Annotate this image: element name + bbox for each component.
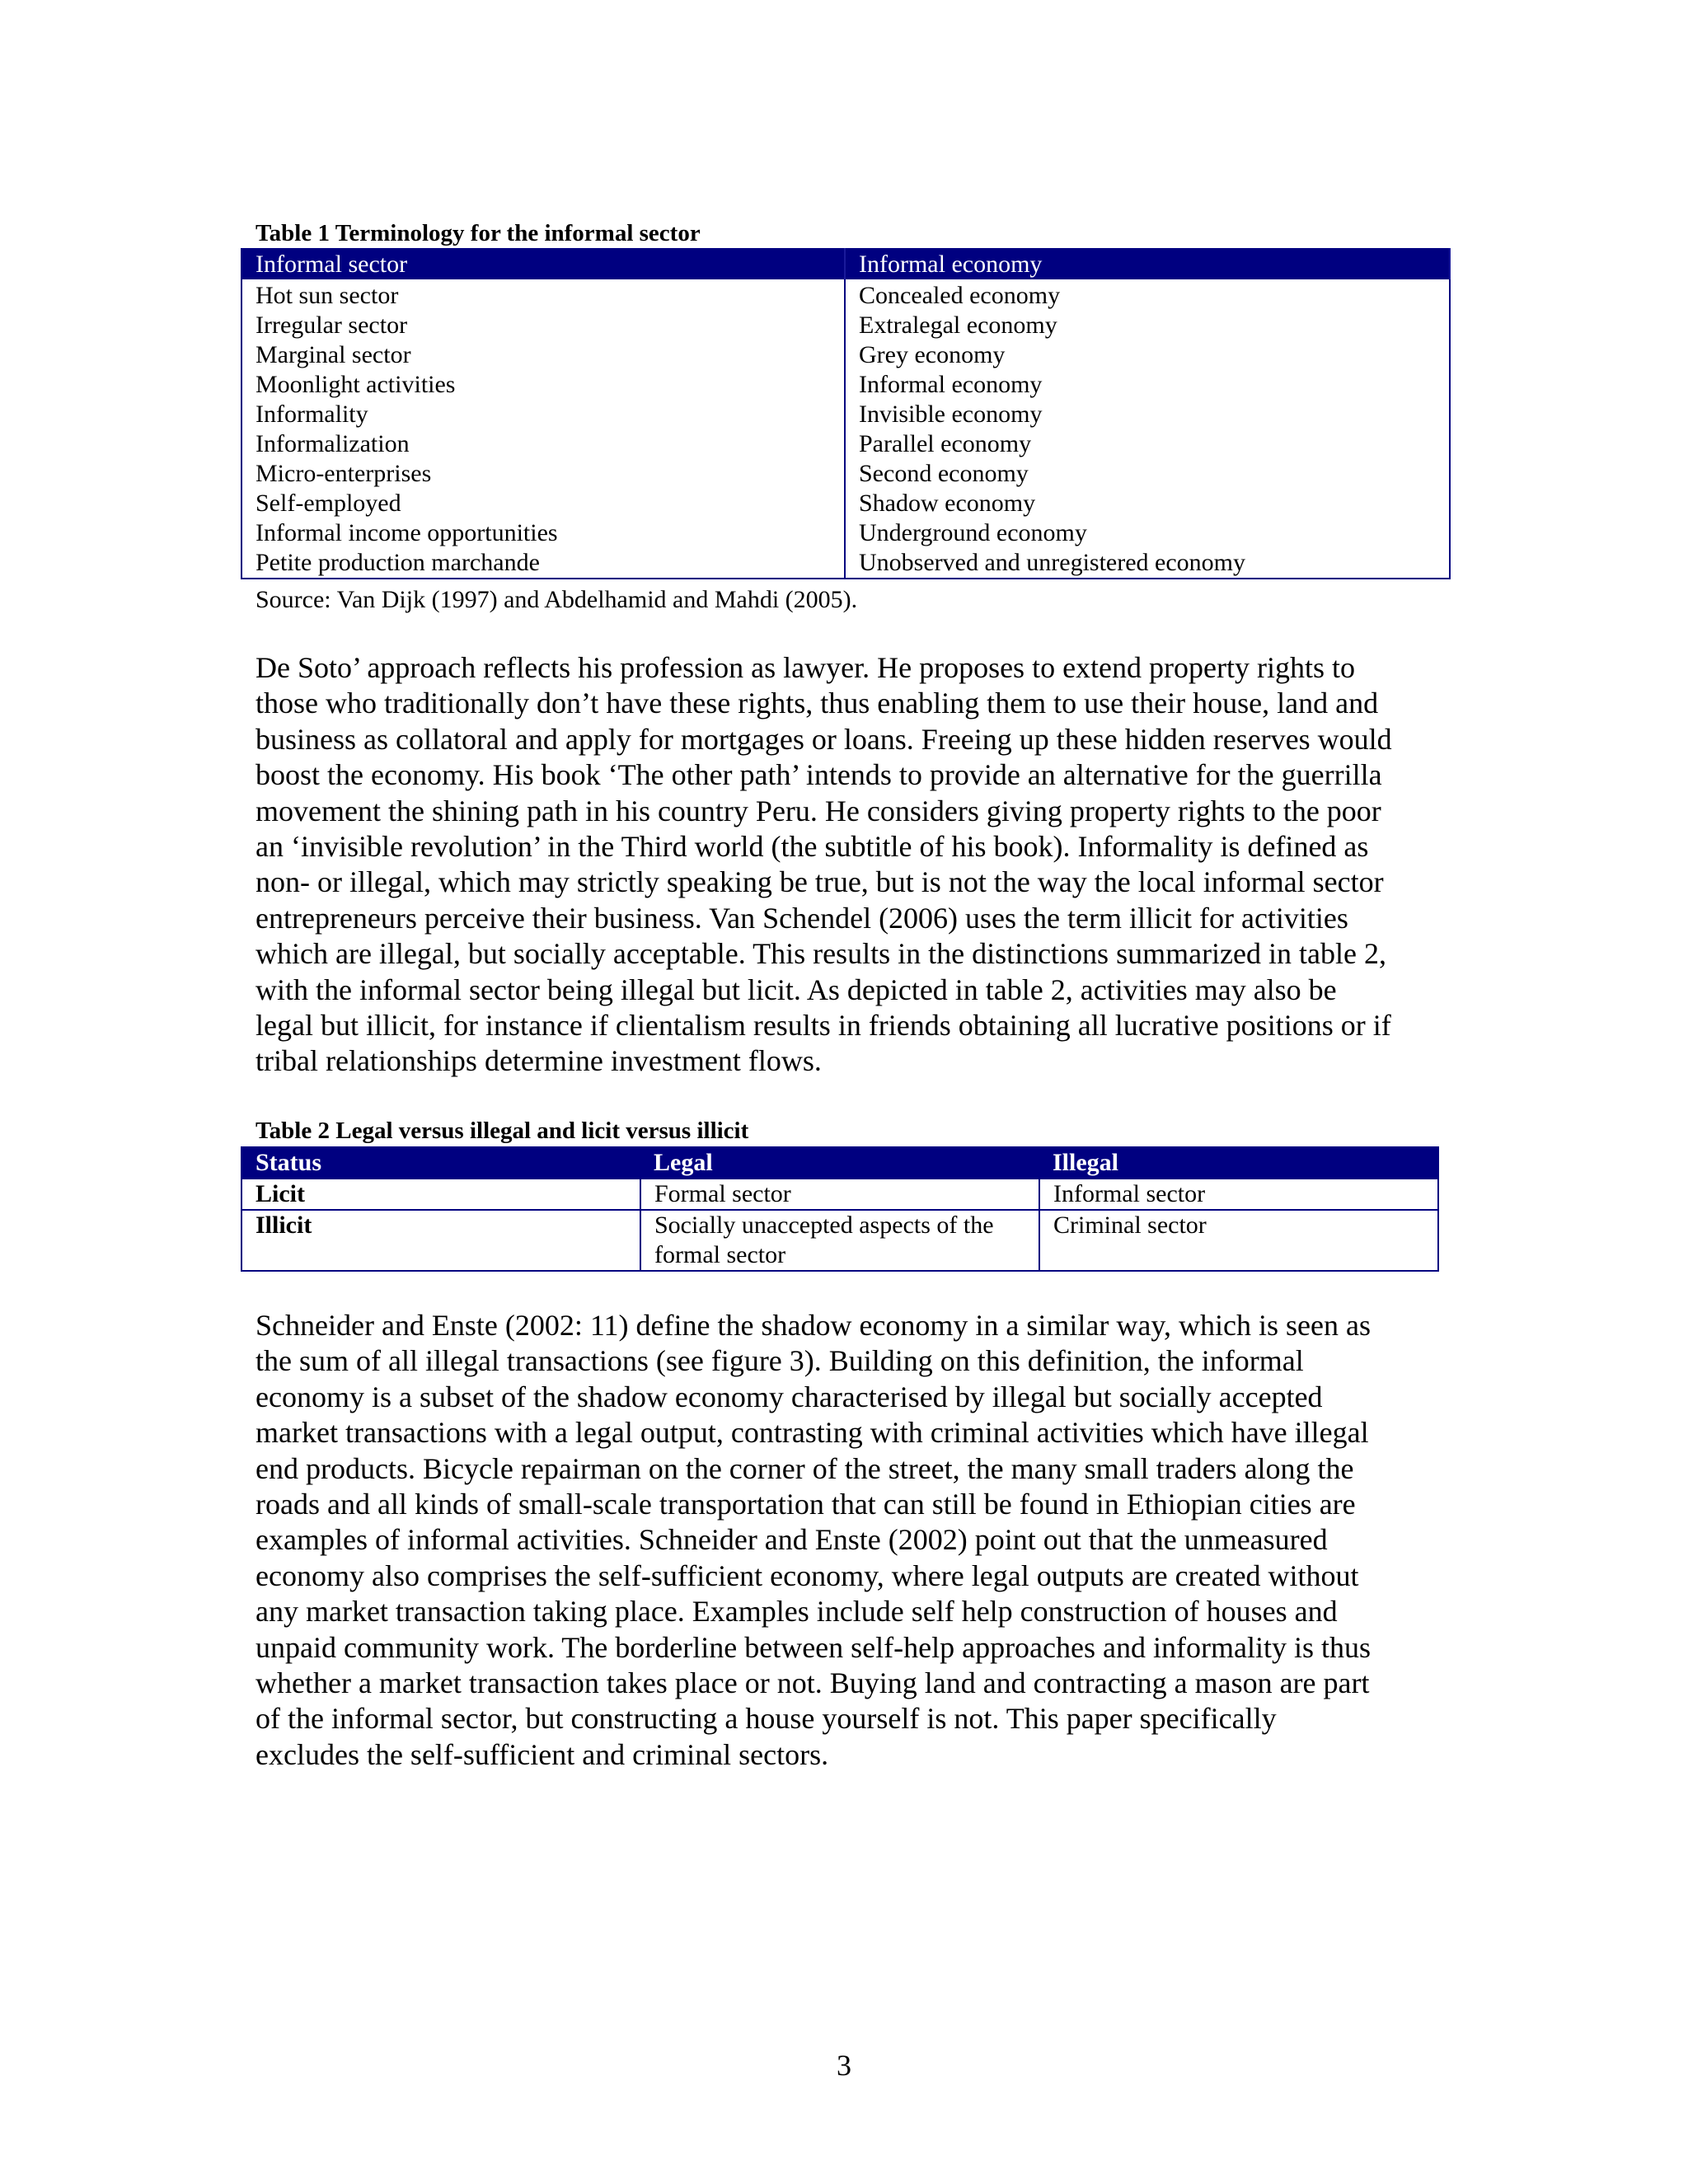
table-row bbox=[241, 311, 1450, 340]
paragraph-line: with the informal sector being illegal but licit. As depicted in table 2, activities may also be bbox=[256, 972, 1337, 1006]
paragraph-line: market transactions with a legal output, contrasting with criminal activities which have illegal bbox=[256, 1416, 1369, 1450]
paragraph-line: De Soto’ approach reflects his profession as lawyer. He proposes to extend property rights to bbox=[256, 651, 1355, 684]
table-cell: Criminal sector bbox=[1039, 1210, 1438, 1271]
paragraph-line: end products. Bicycle repairman on the corner of the street, the many small traders along the bbox=[256, 1451, 1354, 1485]
table-row bbox=[241, 1210, 1438, 1271]
table-cell: Moonlight activities bbox=[241, 370, 845, 400]
table-cell: Irregular sector bbox=[241, 311, 845, 340]
table-cell: Second economy bbox=[859, 460, 1029, 487]
table-row bbox=[241, 489, 1450, 518]
paragraph-line: economy also comprises the self-sufficient economy, where legal outputs are created without bbox=[256, 1558, 1359, 1592]
table-cell: Informality bbox=[241, 400, 845, 429]
table-cell: Informal economy bbox=[859, 371, 1043, 398]
terminology-table bbox=[241, 248, 1451, 579]
table-row bbox=[241, 548, 1450, 579]
paragraph-line: tribal relationships determine investment flows. bbox=[256, 1044, 822, 1078]
table1-source-note: Source: Van Dijk (1997) and Abdelhamid and Mahdi (2005). bbox=[256, 586, 858, 613]
table1-caption: Table 1 Terminology for the informal sector bbox=[256, 220, 701, 246]
paragraph-line: roads and all kinds of small-scale transportation that can still be found in Ethiopian cities are bbox=[256, 1488, 1356, 1521]
table-cell: Informalization bbox=[241, 429, 845, 459]
table-cell: Concealed economy bbox=[859, 282, 1061, 309]
table-cell: Parallel economy bbox=[859, 430, 1032, 457]
paragraph-line: legal but illicit, for instance if clientalism results in friends obtaining all lucrative positions or if bbox=[256, 1009, 1391, 1043]
body-paragraph-2 bbox=[256, 1308, 1442, 1773]
table-cell: Hot sun sector bbox=[241, 279, 845, 311]
table-cell: Formal sector bbox=[640, 1179, 1039, 1210]
table-cell: Informal income opportunities bbox=[241, 518, 845, 548]
table-cell: Informal sector bbox=[1039, 1179, 1438, 1210]
paragraph-line: non- or illegal, which may strictly speaking be true, but is not the way the local informal sector bbox=[256, 865, 1384, 899]
table-header-cell: Illegal bbox=[1039, 1147, 1438, 1179]
body-paragraph-1 bbox=[256, 650, 1442, 1080]
table-cell: Underground economy bbox=[859, 519, 1087, 546]
table-cell: Unobserved and unregistered economy bbox=[859, 549, 1246, 576]
table-row bbox=[241, 370, 1450, 400]
table-header-row bbox=[241, 1147, 1438, 1179]
paragraph-line: which are illegal, but socially acceptable. This results in the distinctions summarized in table 2, bbox=[256, 937, 1386, 971]
table-header-cell: Informal sector bbox=[241, 249, 845, 279]
table-cell: Grey economy bbox=[859, 341, 1006, 368]
paragraph-line: business as collatoral and apply for mortgages or loans. Freeing up these hidden reserves would bbox=[256, 722, 1392, 756]
paragraph-line: whether a market transaction takes place or not. Buying land and contracting a mason are part bbox=[256, 1666, 1370, 1700]
paragraph-line: those who traditionally don’t have these rights, thus enabling them to use their house, land and bbox=[256, 687, 1379, 720]
table-cell: Socially unaccepted aspects of the formal sector bbox=[640, 1210, 1039, 1271]
table-header-cell: Informal economy bbox=[845, 249, 1450, 279]
table2-caption: Table 2 Legal versus illegal and licit versus illicit bbox=[256, 1118, 749, 1144]
table-row bbox=[241, 340, 1450, 370]
table-cell: Extralegal economy bbox=[859, 312, 1057, 339]
paragraph-line: boost the economy. His book ‘The other path’ intends to provide an alternative for the guerrilla bbox=[256, 758, 1382, 792]
paragraph-line: movement the shining path in his country Peru. He considers giving property rights to the poor bbox=[256, 794, 1381, 827]
table-cell: Self-employed bbox=[241, 489, 845, 518]
table-cell: Micro-enterprises bbox=[241, 459, 845, 489]
table-header-cell: Status bbox=[241, 1147, 640, 1179]
table-row bbox=[241, 459, 1450, 489]
paragraph-line: of the informal sector, but constructing a house yourself is not. This paper specifically bbox=[256, 1702, 1277, 1736]
table-row bbox=[241, 429, 1450, 459]
table-cell: Shadow economy bbox=[859, 490, 1036, 517]
table-row bbox=[241, 518, 1450, 548]
table-header-row bbox=[241, 249, 1450, 279]
table-cell: Invisible economy bbox=[859, 401, 1043, 428]
paragraph-line: the sum of all illegal transactions (see figure 3). Building on this definition, the informal bbox=[256, 1344, 1304, 1378]
paragraph-line: entrepreneurs perceive their business. Van Schendel (2006) uses the term illicit for activities bbox=[256, 901, 1348, 935]
paragraph-line: examples of informal activities. Schneider and Enste (2002) point out that the unmeasured bbox=[256, 1523, 1328, 1557]
legal-licit-table bbox=[241, 1146, 1439, 1272]
page-number: 3 bbox=[837, 2049, 851, 2082]
table-row bbox=[241, 279, 1450, 311]
row-header-cell: Licit bbox=[241, 1179, 640, 1210]
table-cell: Petite production marchande bbox=[241, 548, 845, 579]
paragraph-line: an ‘invisible revolution’ in the Third world (the subtitle of his book). Informality is defined as bbox=[256, 830, 1369, 864]
paragraph-line: unpaid community work. The borderline between self-help approaches and informality is thus bbox=[256, 1630, 1371, 1664]
paragraph-line: any market transaction taking place. Examples include self help construction of houses and bbox=[256, 1595, 1338, 1629]
row-header-cell: Illicit bbox=[241, 1210, 640, 1271]
paragraph-line: Schneider and Enste (2002: 11) define the shadow economy in a similar way, which is seen as bbox=[256, 1309, 1371, 1342]
table-row bbox=[241, 1179, 1438, 1210]
table-cell: Marginal sector bbox=[241, 340, 845, 370]
table-header-cell: Legal bbox=[640, 1147, 1039, 1179]
table-row bbox=[241, 400, 1450, 429]
paragraph-line: excludes the self-sufficient and criminal sectors. bbox=[256, 1737, 829, 1771]
paragraph-line: economy is a subset of the shadow economy characterised by illegal but socially accepted bbox=[256, 1380, 1323, 1413]
